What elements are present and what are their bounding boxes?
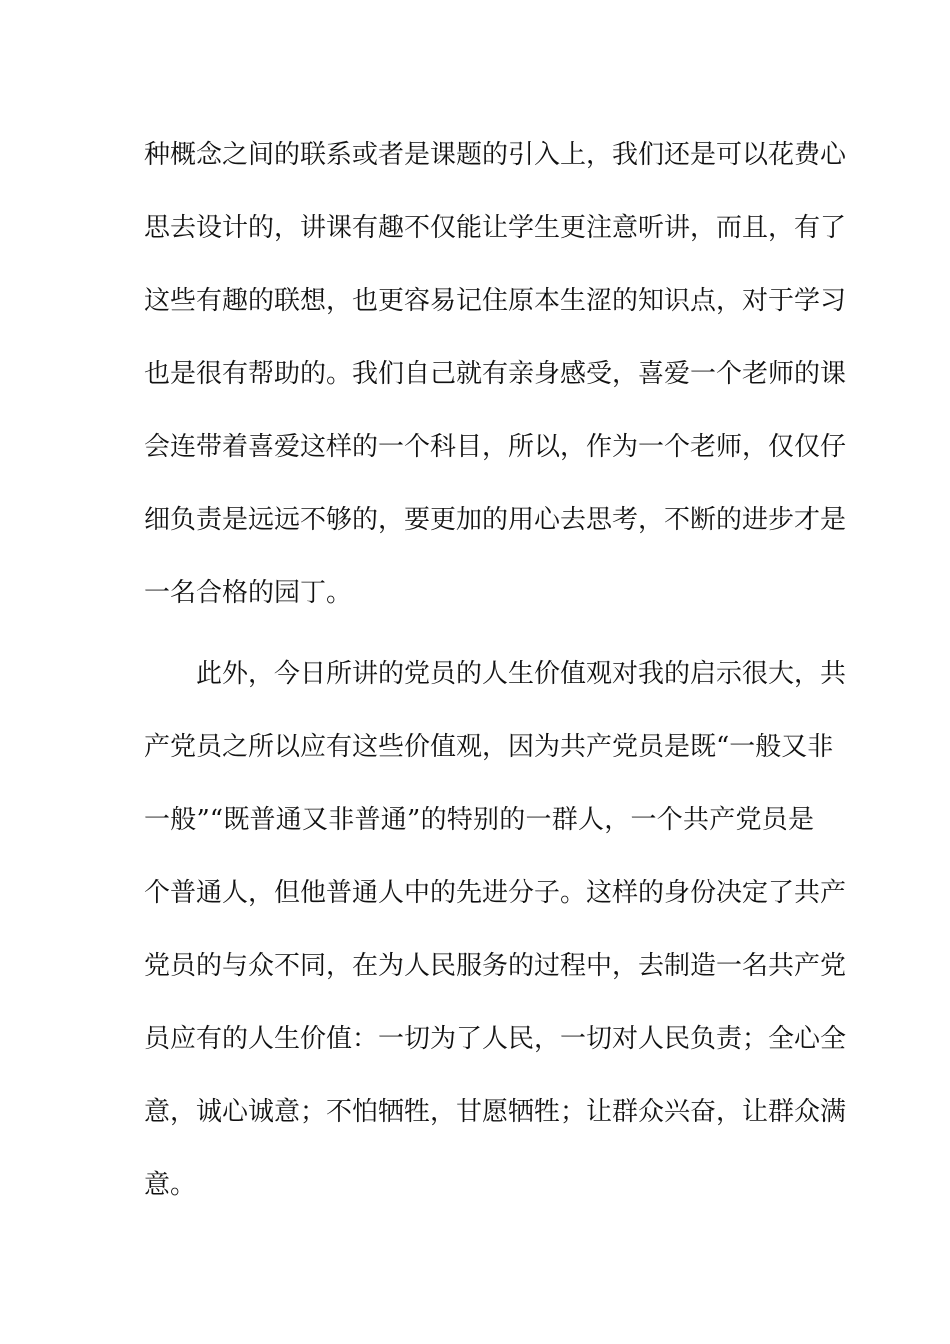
text-line: 此外，今日所讲的党员的人生价值观对我的启示很大，共 [196,659,847,689]
text-line: 会连带着喜爱这样的一个科目，所以，作为一个老师，仅仅仔 [144,432,847,462]
text-line: 细负责是远远不够的，要更加的用心去思考，不断的进步才是 [144,505,847,535]
text-line: 员应有的人生价值：一切为了人民，一切对人民负责；全心全 [144,1024,847,1054]
text-line: 思去设计的，讲课有趣不仅能让学生更注意听讲，而且，有了 [144,213,847,243]
text-line: 种概念之间的联系或者是课题的引入上，我们还是可以花费心 [144,140,847,170]
text-line: 一名合格的园丁。 [144,578,353,608]
text-line: 个普通人，但他普通人中的先进分子。这样的身份决定了共产 [144,878,847,908]
text-line: 这些有趣的联想，也更容易记住原本生涩的知识点，对于学习 [144,286,847,316]
text-line: 意。 [144,1170,197,1200]
text-line: 产党员之所以应有这些价值观，因为共产党员是既“一般又非 [144,732,834,762]
text-line: 也是很有帮助的。我们自己就有亲身感受，喜爱一个老师的课 [144,359,847,389]
text-line: 意，诚心诚意；不怕牺牲，甘愿牺牲；让群众兴奋，让群众满 [144,1097,847,1127]
text-line: 一般”“既普通又非普通”的特别的一群人，一个共产党员是 [144,805,814,835]
text-line: 党员的与众不同，在为人民服务的过程中，去制造一名共产党 [144,951,847,981]
